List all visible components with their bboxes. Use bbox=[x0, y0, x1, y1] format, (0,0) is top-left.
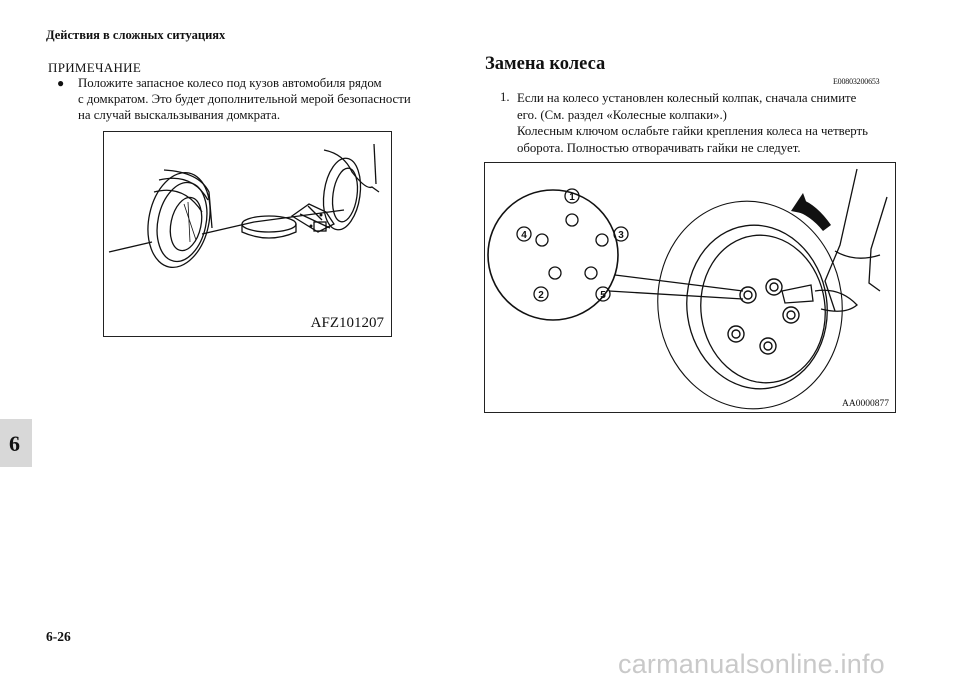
wheel-nuts-illustration bbox=[485, 163, 895, 412]
step-number: 1. bbox=[500, 90, 510, 104]
note-line: Положите запасное колесо под кузов автомобиля рядом bbox=[78, 76, 382, 90]
figure-spare-wheel bbox=[103, 131, 392, 337]
section-code: E00803200653 bbox=[833, 77, 880, 86]
step-line: его. (См. раздел «Колесные колпаки».) bbox=[517, 107, 727, 122]
figure-code: AA0000877 bbox=[842, 399, 889, 409]
step-line: Колесным ключом ослабьте гайки крепления колеса на четверть bbox=[517, 124, 868, 138]
step-line: Если на колесо установлен колесный колпак, сначала снимите bbox=[517, 91, 857, 105]
chapter-number: 6 bbox=[9, 431, 20, 456]
step-line: оборота. Полностью отворачивать гайки не следует. bbox=[517, 140, 801, 155]
nut-order-label: 1 bbox=[569, 192, 575, 203]
bullet-icon: ● bbox=[57, 76, 65, 90]
note-body bbox=[57, 75, 447, 123]
section-title: Замена колеса bbox=[485, 54, 606, 74]
spare-wheel-illustration bbox=[104, 132, 391, 336]
nut-order-label: 4 bbox=[521, 230, 527, 241]
watermark: carmanualsonline.info bbox=[618, 649, 885, 679]
figure-wheel-nuts bbox=[484, 162, 896, 413]
nut-order-label: 5 bbox=[600, 290, 606, 301]
page-number: 6-26 bbox=[46, 629, 71, 644]
note-line: с домкратом. Это будет дополнительной мерой безопасности bbox=[78, 92, 411, 106]
step-text bbox=[517, 90, 897, 156]
figure-code: AFZ101207 bbox=[310, 315, 384, 331]
nut-order-label: 3 bbox=[618, 230, 624, 241]
running-header: Действия в сложных ситуациях bbox=[46, 28, 226, 42]
note-title: ПРИМЕЧАНИЕ bbox=[48, 60, 142, 75]
nut-order-label: 2 bbox=[538, 290, 544, 301]
note-line: на случай выскальзывания домкрата. bbox=[78, 108, 281, 122]
